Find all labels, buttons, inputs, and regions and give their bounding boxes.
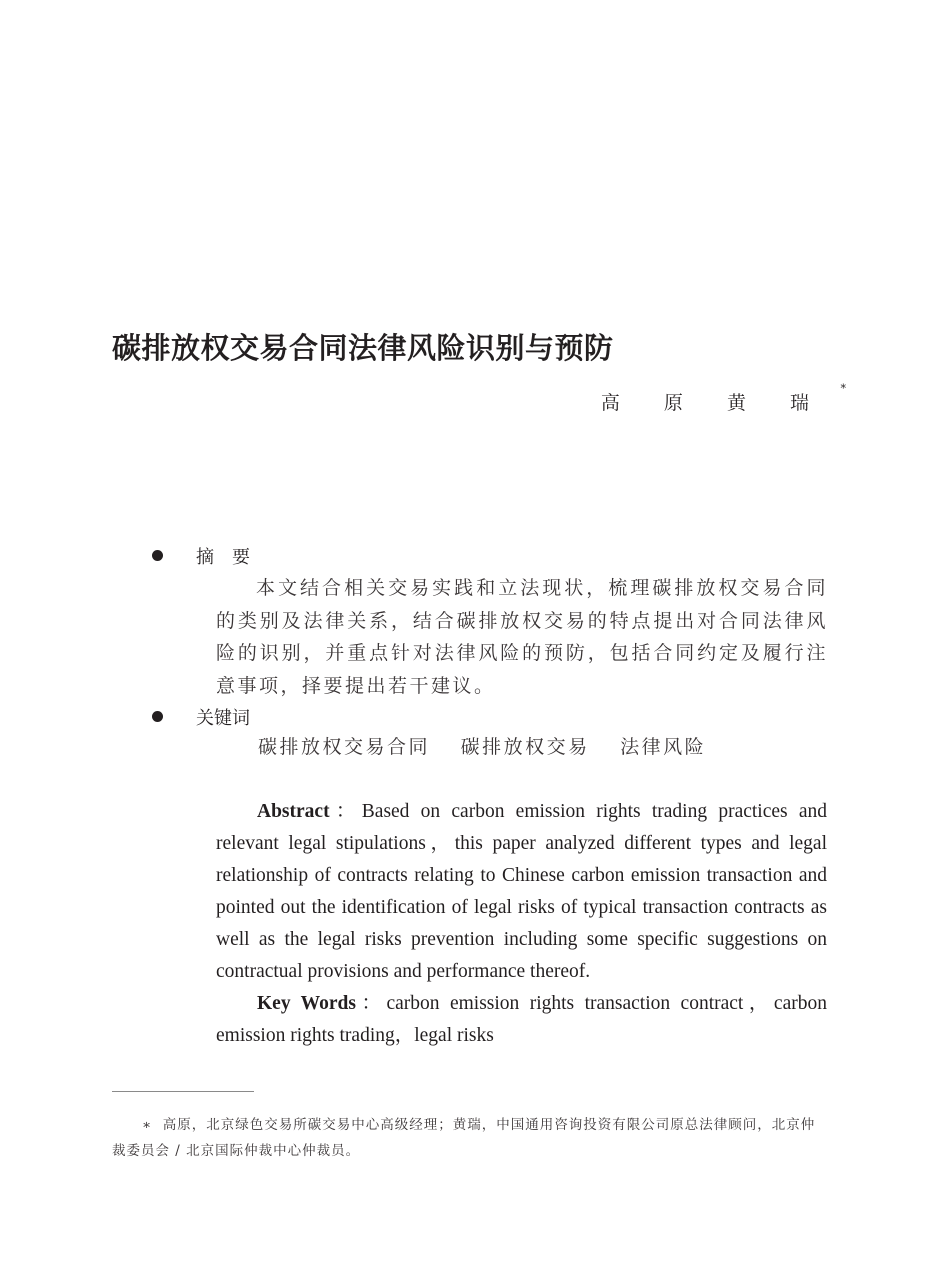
- author-names: 高 原 黄 瑞: [600, 392, 828, 414]
- keyword-item: 碳排放权交易合同: [258, 736, 431, 758]
- footnote-marker: ∗: [142, 1117, 153, 1133]
- footnote-divider: [112, 1091, 254, 1092]
- keyword-item: 法律风险: [620, 736, 707, 758]
- keywords-cn-heading: 关键词: [196, 708, 250, 729]
- keywords-en: [216, 988, 827, 1052]
- abstract-en-text: Based on carbon emission rights trading practices and relevant legal stipulations，this paper analyzed different types and legal relationship of contracts relating to Chinese carbon emission transaction and pointed out the identification of legal risks of typical transaction contracts as well as the legal risks prevention including some specific suggestions on contractual provisions and performance thereof.: [216, 801, 827, 982]
- authors: [600, 382, 846, 415]
- bullet-icon: [152, 711, 163, 722]
- abstract-en-separator: ：: [329, 801, 362, 822]
- author-footnote-mark: *: [840, 382, 846, 395]
- abstract-en-label: Abstract: [257, 801, 330, 822]
- abstract-cn-text: 本文结合相关交易实践和立法现状，梳理碳排放权交易合同的类别及法律关系，结合碳排放权交易的特点提出对合同法律风险的识别，并重点针对法律风险的预防，包括合同约定及履行注意事项，择要提出若干建议。: [216, 577, 828, 697]
- bullet-icon: [152, 550, 163, 561]
- footnote: [112, 1112, 828, 1164]
- abstract-en: [216, 796, 827, 988]
- keyword-item: 碳排放权交易: [460, 736, 590, 758]
- footnote-text: 高原，北京绿色交易所碳交易中心高级经理；黄瑞，中国通用咨询投资有限公司原总法律顾问，北京仲裁委员会 / 北京国际仲裁中心仲裁员。: [112, 1117, 816, 1159]
- keywords-en-text: carbon emission rights transaction contract，carbon emission rights trading，legal risks: [216, 993, 827, 1046]
- abstract-cn-heading: 摘 要: [196, 547, 250, 568]
- keywords-en-label: Key Words: [257, 993, 356, 1014]
- keywords-cn-list: [258, 732, 706, 759]
- article-title: 碳排放权交易合同法律风险识别与预防: [112, 331, 614, 365]
- keywords-en-separator: ：: [355, 993, 387, 1014]
